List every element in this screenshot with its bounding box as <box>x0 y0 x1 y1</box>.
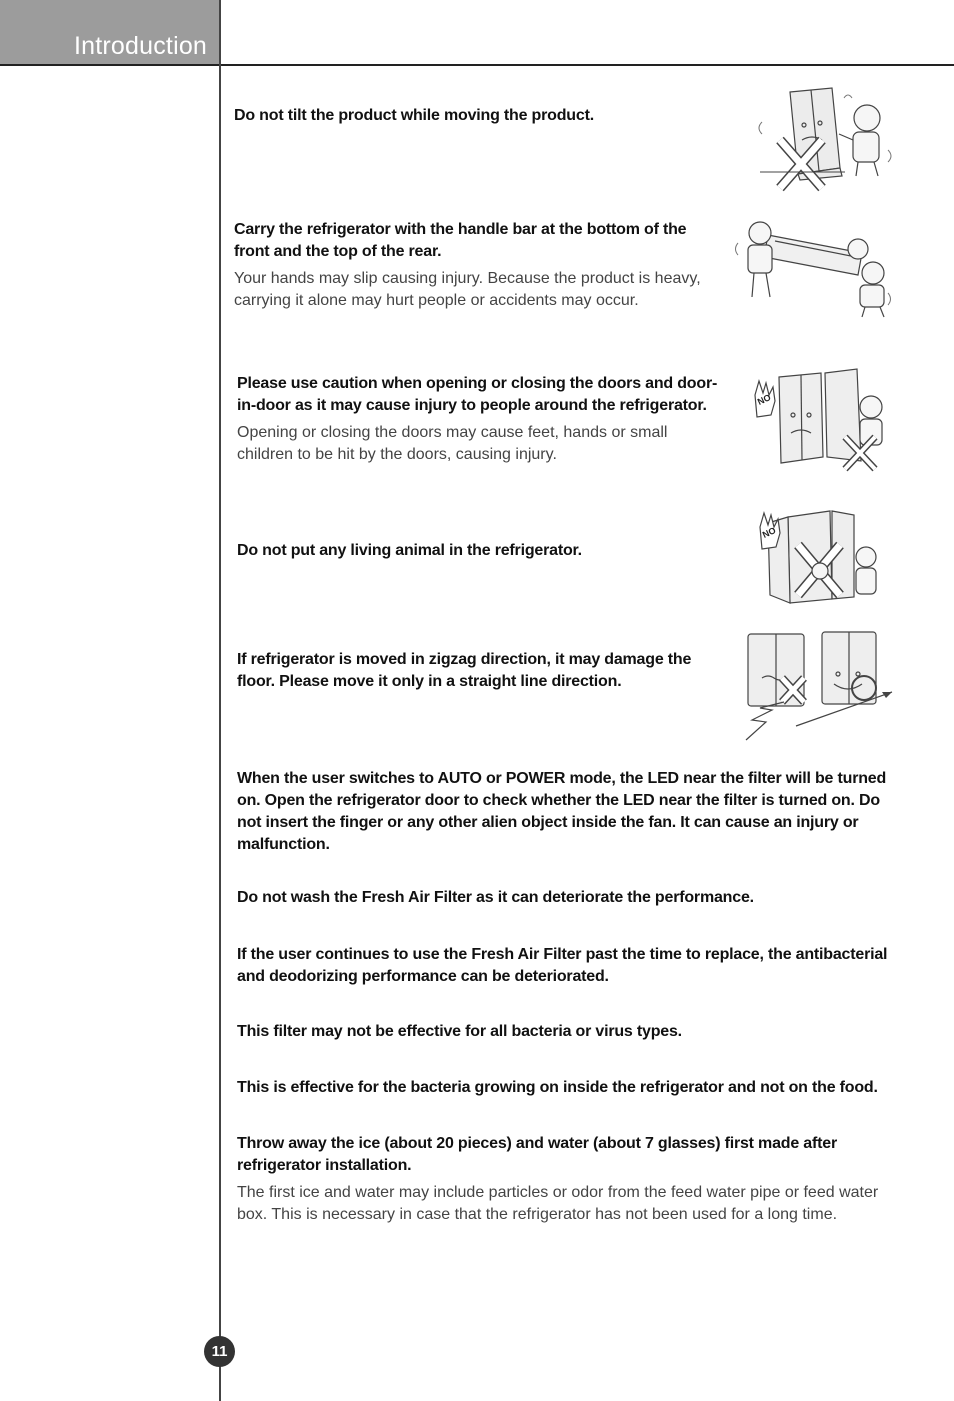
caution-item-effective <box>237 1021 907 1043</box>
caution-item-tilt <box>234 105 724 127</box>
caution-heading: Do not wash the Fresh Air Filter as it can deteriorate the performance. <box>237 889 754 906</box>
caution-heading: If refrigerator is moved in zigzag direction, it may damage the floor. Please move it only in a straight line direction. <box>237 651 692 690</box>
caution-item-bacteria <box>237 1077 927 1099</box>
caution-heading: Please use caution when opening or closing the doors and door-in-door as it may cause injury to people around the refrigerator. <box>237 375 718 414</box>
caution-heading: Do not put any living animal in the refrigerator. <box>237 542 582 559</box>
caution-note: Opening or closing the doors may cause feet, hands or small children to be hit by the doors, causing injury. <box>237 424 668 463</box>
margin-rule <box>219 0 221 1401</box>
door-illustration <box>735 365 895 475</box>
caution-item-wash <box>237 887 907 909</box>
caution-item-ice <box>237 1133 897 1225</box>
carry-illustration <box>730 213 895 325</box>
caution-item-replace <box>237 944 907 988</box>
caution-note: Your hands may slip causing injury. Because the product is heavy, carrying it alone may hurt people or accidents may occur. <box>234 270 701 309</box>
caution-item-led <box>237 768 907 856</box>
caution-item-carry <box>234 219 724 311</box>
caution-item-zigzag <box>237 649 727 693</box>
caution-heading: Do not tilt the product while moving the product. <box>234 107 594 124</box>
caution-note: The first ice and water may include particles or odor from the feed water pipe or feed water box. This is necessary in case that the refrigerator has not been used for a long time. <box>237 1184 879 1223</box>
page-number-badge: 11 <box>204 1336 235 1367</box>
page-section-title: Introduction <box>74 32 208 60</box>
caution-heading: If the user continues to use the Fresh Air Filter past the time to replace, the antibacterial and deodorizing performance can be deteriorated. <box>237 946 888 985</box>
caution-item-animal <box>237 540 727 562</box>
no-sign-label: NO <box>760 525 778 540</box>
caution-heading: This is effective for the bacteria growing on inside the refrigerator and not on the food. <box>237 1079 878 1096</box>
tilt-illustration <box>740 80 900 195</box>
caution-heading: Carry the refrigerator with the handle bar at the bottom of the front and the top of the rear. <box>234 221 687 260</box>
animal-illustration <box>738 505 888 605</box>
caution-heading: Throw away the ice (about 20 pieces) and water (about 7 glasses) first made after refrigerator installation. <box>237 1135 837 1174</box>
zigzag-illustration <box>742 628 902 746</box>
caution-item-doors <box>237 373 727 465</box>
caution-heading: This filter may not be effective for all bacteria or virus types. <box>237 1023 682 1040</box>
caution-heading: When the user switches to AUTO or POWER mode, the LED near the filter will be turned on. Open the refrigerator door to check whether the LED near the filter is turned on. Do not insert the finger or any other alien object inside the fan. It can cause an injury or malfunction. <box>237 770 887 853</box>
header-rule <box>0 64 954 66</box>
no-sign-label: NO <box>755 392 773 407</box>
